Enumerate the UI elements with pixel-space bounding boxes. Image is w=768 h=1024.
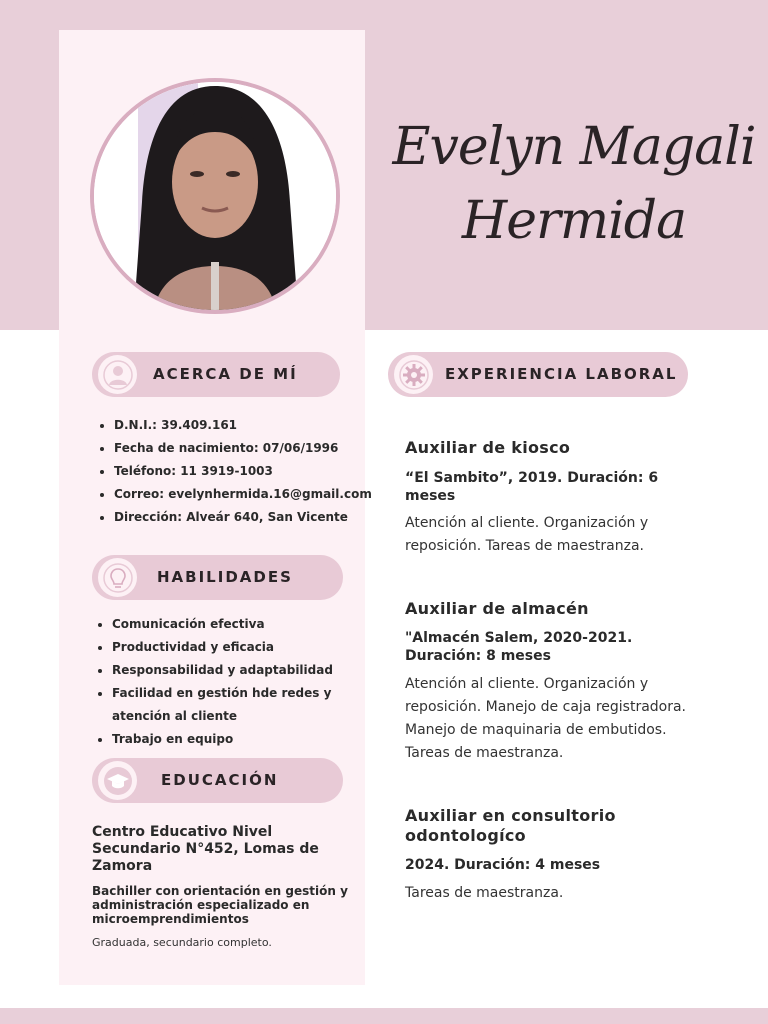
footer-band (0, 1008, 768, 1024)
list-item: • Comunicación efectiva (112, 613, 342, 636)
list-item: • Productividad y eficacia (112, 636, 342, 659)
gear-icon (394, 355, 433, 394)
list-item: • Facilidad en gestión hde redes y atención al cliente (112, 682, 342, 728)
job-meta: 2024. Duración: 4 meses (405, 857, 601, 873)
job-meta: "Almacén Salem, 2020-2021. Duración: 8 meses (405, 630, 633, 664)
job-title: Auxiliar de kiosco (405, 438, 571, 457)
list-item: • Fecha de nacimiento: 07/06/1996 (114, 437, 376, 460)
job-description: Atención al cliente. Organización y reposición. Manejo de caja registradora. Manejo de maquinaria de embutidos. Tareas de maestranza. (405, 676, 687, 761)
education-school: Centro Educativo Nivel Secundario N°452, Lomas de Zamora (92, 824, 319, 874)
list-item: • Correo: evelynhermida.16@gmail.com (114, 483, 376, 506)
education-status: Graduada, secundario completo. (92, 936, 272, 949)
experience-heading-pill (388, 352, 688, 397)
education-heading-pill (92, 758, 343, 803)
job-title: Auxiliar de almacén (405, 599, 589, 618)
skills-list (94, 613, 342, 751)
list-item: • Trabajo en equipo (112, 728, 342, 751)
job-title: Auxiliar en consultorio odontologíco (405, 806, 616, 845)
job-meta: “El Sambito”, 2019. Duración: 6 meses (405, 470, 659, 504)
job-description: Atención al cliente. Organización y reposición. Tareas de maestranza. (405, 515, 649, 554)
user-icon (98, 355, 137, 394)
list-item: • D.N.I.: 39.409.161 (114, 414, 376, 437)
education-degree: Bachiller con orientación en gestión y administración especializado en microemprendimientos (92, 884, 348, 926)
graduation-cap-icon (98, 761, 137, 800)
skills-heading: HABILIDADES (157, 568, 293, 586)
list-item: • Responsabilidad y adaptabilidad (112, 659, 342, 682)
about-heading-pill (92, 352, 340, 397)
about-heading: ACERCA DE MÍ (153, 365, 298, 383)
lightbulb-icon (98, 558, 137, 597)
about-list (96, 414, 376, 529)
list-item: • Dirección: Alveár 640, San Vicente (114, 506, 376, 529)
full-name (380, 110, 768, 258)
list-item: • Teléfono: 11 3919-1003 (114, 460, 376, 483)
profile-photo (90, 78, 340, 314)
education-heading: EDUCACIÓN (161, 771, 279, 789)
skills-heading-pill (92, 555, 343, 600)
job-description: Tareas de maestranza. (405, 885, 564, 901)
name-line-1: Evelyn Magali (392, 117, 756, 177)
experience-heading: EXPERIENCIA LABORAL (445, 365, 678, 383)
name-line-2: Hermida (461, 191, 687, 251)
